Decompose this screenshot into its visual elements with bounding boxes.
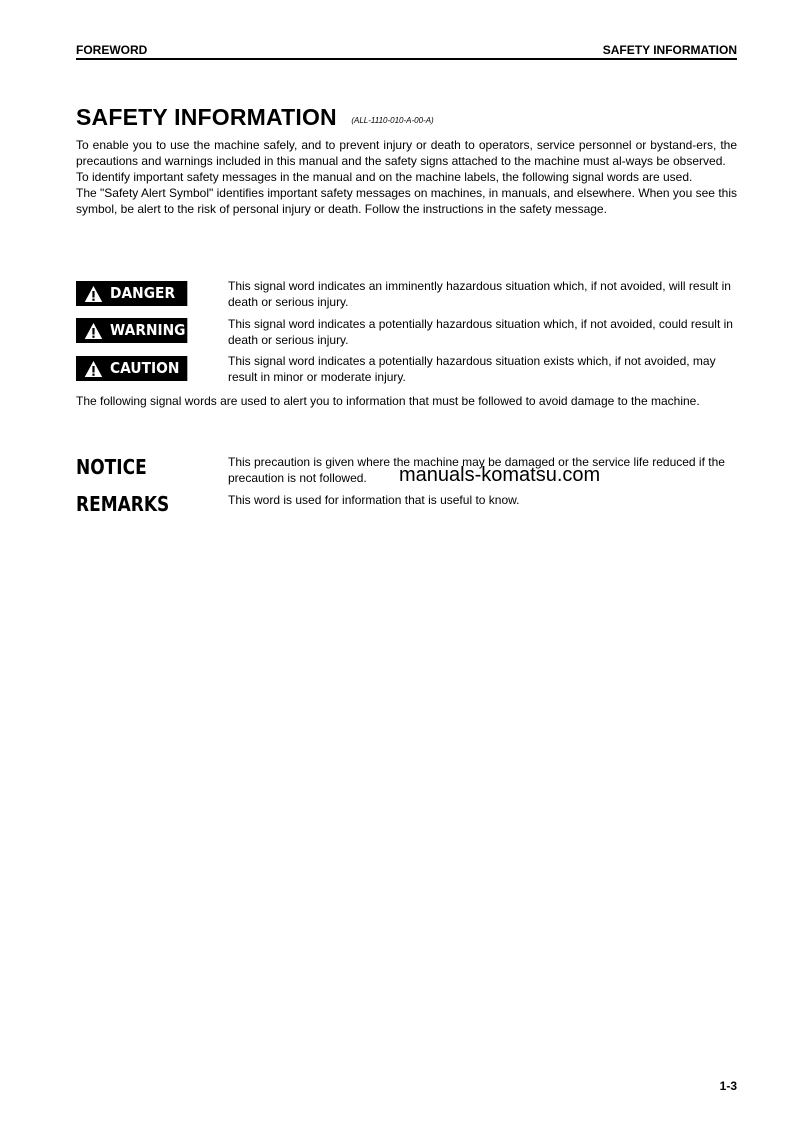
- section-title-row: [76, 104, 434, 131]
- caution-description: This signal word indicates a potentially hazardous situation exists which, if not avoided, may result in minor or moderate injury.: [228, 354, 716, 384]
- warning-triangle-icon: [84, 322, 102, 340]
- intro-paragraph: To enable you to use the machine safely, and to prevent injury or death to operators, service personnel or bystand-ers, the precautions and warnings included in this manual and the safety signs attached to the machine must al-ways be observed.: [76, 138, 737, 168]
- danger-description: This signal word indicates an imminently hazardous situation which, if not avoided, will result in death or serious injury.: [228, 279, 731, 309]
- signal-word: CAUTION: [110, 359, 180, 377]
- notice-description: This precaution is given where the machine may be damaged or the service life reduced if the precaution is not followed.: [228, 455, 725, 485]
- header-chapter: FOREWORD: [76, 43, 148, 57]
- signal-word: DANGER: [110, 284, 176, 302]
- signal-word: WARNING: [110, 321, 186, 339]
- intro-text: [76, 137, 737, 217]
- warning-signal-label: [76, 318, 187, 343]
- notice-label: NOTICE: [76, 455, 147, 479]
- page-header: [76, 42, 737, 60]
- damage-paragraph: The following signal words are used to alert you to information that must be followed to avoid damage to the machine.: [76, 394, 700, 408]
- remarks-label: REMARKS: [76, 492, 170, 516]
- watermark: manuals-komatsu.com: [399, 464, 601, 486]
- header-section: SAFETY INFORMATION: [602, 43, 737, 57]
- warning-description: This signal word indicates a potentially hazardous situation which, if not avoided, could result in death or serious injury.: [228, 317, 733, 347]
- intro-paragraph: To identify important safety messages in the manual and on the machine labels, the following signal words are used.: [76, 170, 693, 184]
- warning-triangle-icon: [84, 360, 102, 378]
- warning-triangle-icon: [84, 285, 102, 303]
- remarks-description: This word is used for information that is useful to know.: [228, 493, 520, 507]
- caution-signal-label: [76, 356, 187, 381]
- danger-signal-label: [76, 281, 187, 306]
- section-title: SAFETY INFORMATION: [76, 104, 337, 130]
- intro-paragraph: The "Safety Alert Symbol" identifies important safety messages on machines, in manuals, and elsewhere. When you see this symbol, be alert to the risk of personal injury or death. Follow the instructions in the safety message.: [76, 186, 737, 216]
- page-number: 1-3: [719, 1079, 737, 1093]
- section-code: (ALL-1110-010-A-00-A): [351, 116, 434, 125]
